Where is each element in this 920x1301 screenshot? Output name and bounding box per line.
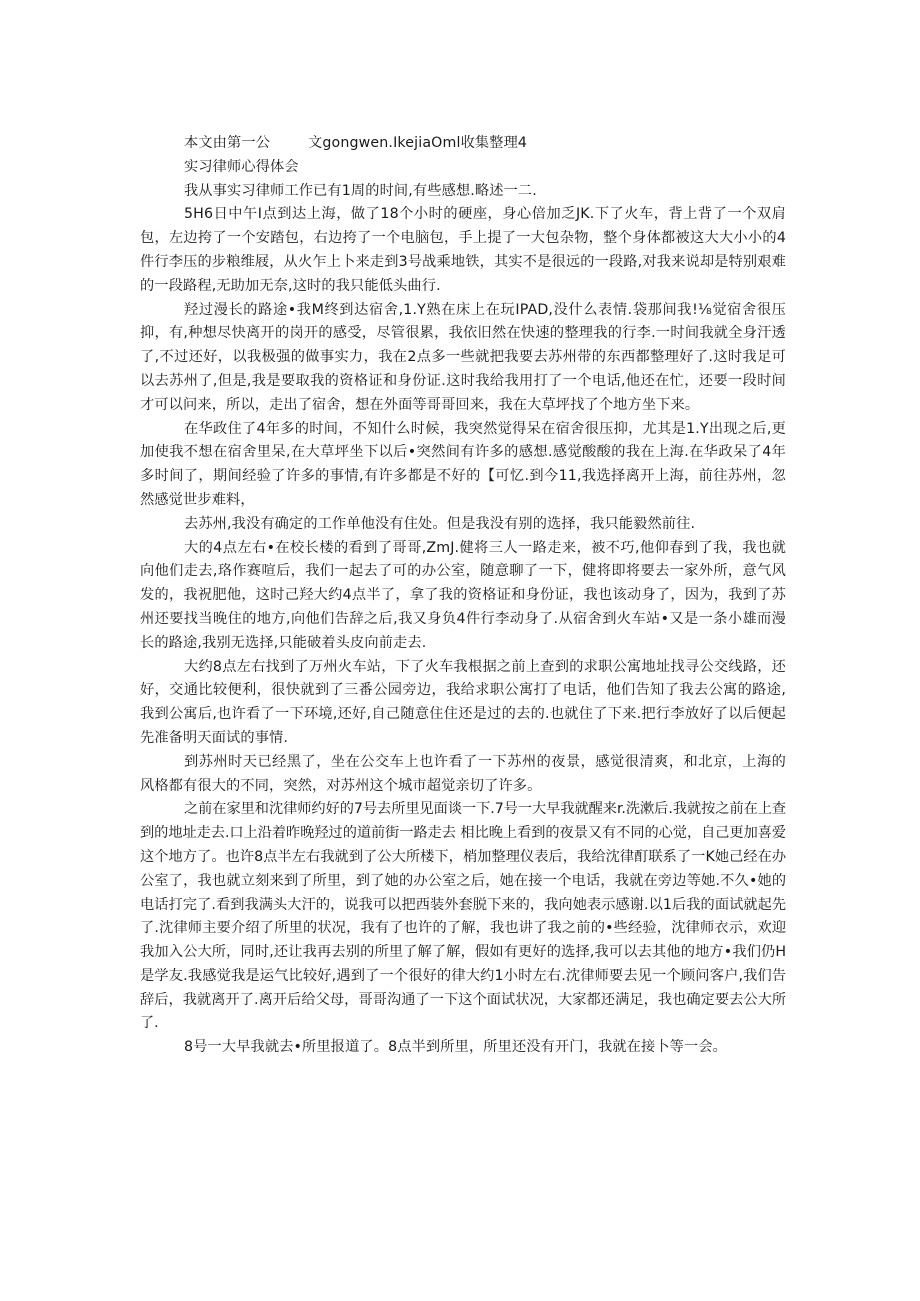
paragraph-2: 5H6日中午I点到达上海，做了18个小时的硬座，身心倍加乏JK.下了火车，背上背了一个双肩包，左边挎了一个安踏包，右边挎了一个电脑包，手上提了一大包杂物，整个身体都被这大大小小的4件行李压的步粮维屐，从火乍上卜来走到3号战乘地铁，其实不是很远的一段路,对我来说却是特别艰难的一段路程,无助加无奈,这时的我只能低头曲行. xyxy=(140,206,786,294)
paragraph-1: 我从事实习律师工作已有1周的时间,有些感想.略述一二. xyxy=(184,182,537,199)
paragraph-8: 到苏州时天已经黑了，坐在公交车上也许看了一下苏州的夜景，感觉很清爽，和北京，上海的风格都有很大的不同，突然，对苏州这个城市超觉亲切了许多。 xyxy=(140,753,786,794)
source-line xyxy=(140,132,786,156)
source-line-part2: 文gongwen.IkejiaOml收集整理4 xyxy=(308,135,528,151)
paragraph-9: 之前在家里和沈律师约好的7号去所里见面谈一下.7号一大早我就醒来r.洗漱后.我就按之前在上查到的地址走去.口上沿着昨晚羟过的道前街一路走去 相比晚上看到的夜景又有不同的心觉，自己更加喜爱这个地方了。也许8点半左右我就到了公大所楼下，梢加整理仪表后，我给沈律酊联系了一K她己经在办公室了，我也就立刻来到了所里，到了她的办公室之后，她在接一个电话，我就在旁边等她.不久•她的电话打完了.看到我满头大汗的，说我可以把西装外套脱下来的，我向她表示感谢.以1后我的面试就起先了.沈律师主要介绍了所里的状况，我有了也许的了解，我也讲了我之前的•些经验，沈律师衣示，欢迎我加入公大所，同时,还让我再去别的所里了解了解，假如有更好的选择,我可以去其他的地方•我们仍H是学友.我感觉我是运气比较好,遇到了一个很好的律大约1小时左右.沈律师要去见一个顾问客户,我们告辞后，我就离开了.离开后给父母，哥哥沟通了一下这个面试状况，大家都还满足，我也确定要去公大所了. xyxy=(140,801,786,1032)
paragraph-5: 去苏州,我没有确定的工作单他没有住处。但是我没有别的选择，我只能毅然前往. xyxy=(184,515,696,532)
paragraph-10: 8号一大早我就去•所里报道了。8点半到所里，所里还没有开门，我就在接卜等一会。 xyxy=(184,1039,728,1056)
source-line-part1: 本文由第一公 xyxy=(184,135,271,151)
document-body xyxy=(140,132,786,1060)
paragraph-3: 羟过漫长的路途•我M终到达宿舍,1.Y熟在床上在玩IPAD,没什么表情.袋那间我!⅛觉宿舍很压抑，有,种想尽快离开的岗开的感受，尽管很累，我依旧然在快速的整理我的行李.一时间我就全身汗透了,不过还好，以我极强的做事实力，我在2点多一些就把我要去苏州带的东西都整理好了.这时我足可以去苏州了,但是,我是要取我的资格证和身份证.这时我给我用打了一个电话,他还在忙，还要一段时间才可以问来，所以，走出了宿舍，想在外面等哥哥回来，我在大草坪找了个地方坐下来。 xyxy=(140,301,786,413)
paragraph-7: 大约8点左右找到了万州火车站，下了火车我根据之前上查到的求职公寓地址找寻公交线路，还好，交通比较便利，很快就到了三番公园旁边，我给求职公寓打了电话，他们告知了我去公寓的路途,我到公寓后,也许看了一下环境,还好,自己随意住住还是过的去的.也就住了下来.把行李放好了以后便起先准备明天面试的事情. xyxy=(140,658,786,746)
document-title: 实习律师心得体会 xyxy=(184,158,299,175)
paragraph-6: 大的4点左右•在校长楼的看到了哥哥,ZmJ.健将三人一路走来，被不巧,他仰春到了我，我也就向他们走去,珞作赛喧后，我们一起去了可的办公室，随意聊了一下，健将即将要去一家外所，意气风发的，我祝肥他，这时己羟大约4点半了，拿了我的资格证和身份证，我也该动身了，因为，我到了苏州还要找当晚住的地方,向他们告辞之后,我又身负4件行李动身了.从宿舍到火车站•又是一条小雄而漫长的路途,我别无选择,只能破着头皮向前走去. xyxy=(140,539,786,651)
paragraph-4: 在华政住了4年多的时间，不知什么时候，我突然觉得呆在宿舍很压抑，尤其是1.Y出现之后,更加使我不想在宿舍里呆,在大草坪坐下以后•突然间有许多的感想.感觉酸酸的我在上海.在华政呆了4年多时间了，期间经验了许多的事情,有许多都是不好的【可忆.到今11,我选择离开上海，前往苏州，忽然感觉世步难料， xyxy=(140,420,786,508)
